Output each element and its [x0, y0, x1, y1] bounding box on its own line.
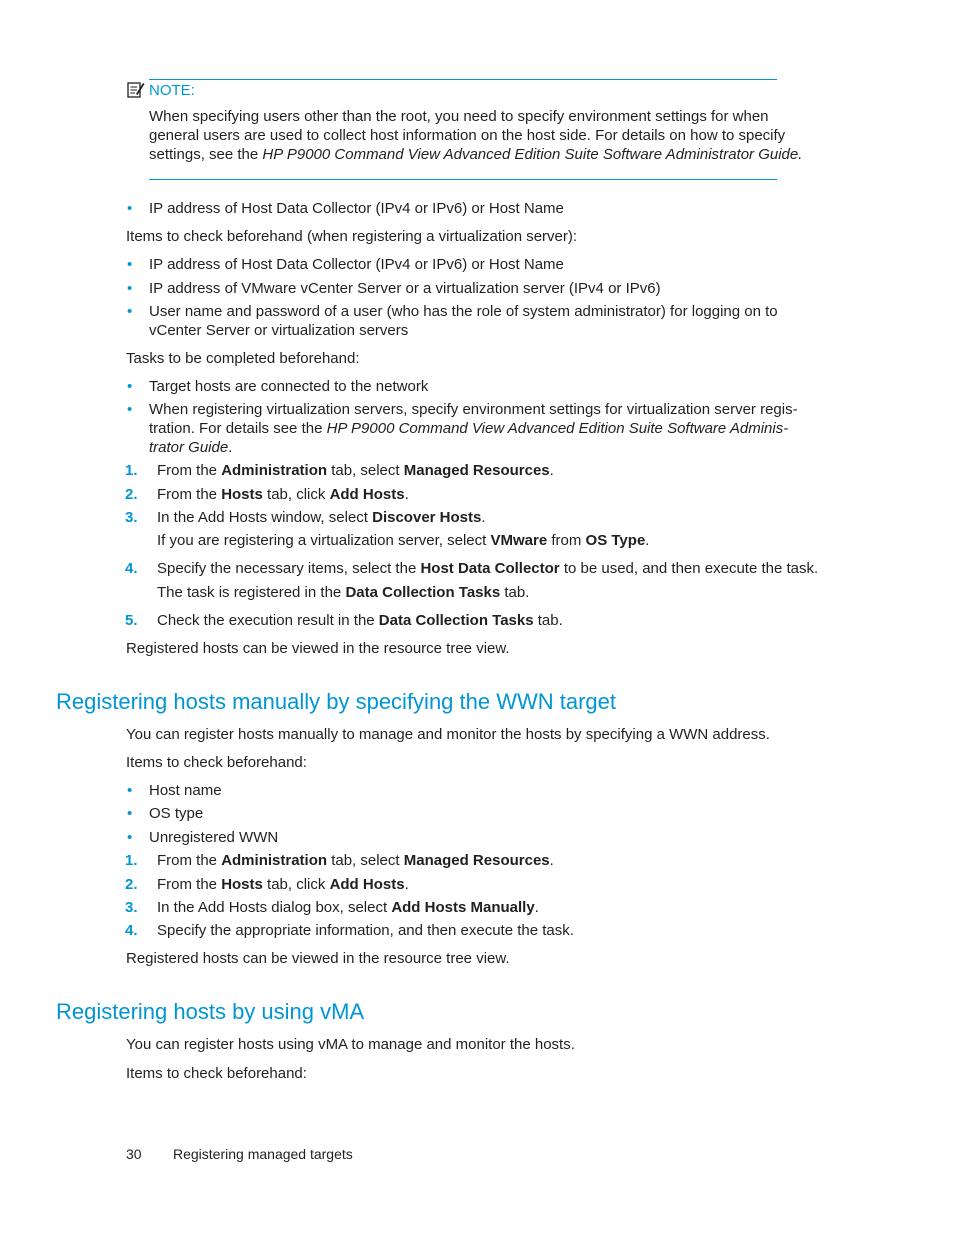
list-item: IP address of Host Data Collector (IPv4 or IPv6) or Host Name — [149, 256, 564, 273]
note-top-rule — [149, 79, 777, 80]
paragraph-virt-items: Items to check beforehand (when registering a virtualization server): — [126, 228, 578, 245]
list-item-continued — [149, 419, 788, 438]
step-4 — [157, 559, 818, 578]
paragraph-vma-intro: You can register hosts using vMA to manage and monitor the hosts. — [126, 1036, 575, 1053]
step-number: 4. — [125, 560, 138, 577]
step-1 — [157, 461, 554, 480]
list-item-continued — [149, 438, 232, 457]
note-guide-title: HP P9000 Command View Advanced Edition Suite Software Administrator Guide. — [262, 146, 803, 163]
step-text: tab, select — [327, 852, 404, 869]
step-number: 1. — [125, 462, 138, 479]
list-item: Host name — [149, 782, 222, 799]
paragraph-items: Items to check beforehand: — [126, 1065, 307, 1082]
step-4-substep — [157, 583, 529, 602]
step-number: 3. — [125, 899, 138, 916]
paragraph-wwn-intro: You can register hosts manually to manage and monitor the hosts by specifying a WWN address. — [126, 726, 770, 743]
note-label: NOTE: — [149, 82, 195, 99]
step-text: to be used, and then execute the task. — [559, 560, 819, 577]
bullet-dot: • — [127, 378, 133, 395]
note-line-2: general users are used to collect host information on the host side. For details on how to specify — [149, 127, 786, 144]
step-number: 2. — [125, 876, 138, 893]
step-number: 3. — [125, 509, 138, 526]
list-item-text: . — [228, 439, 233, 456]
paragraph-registered: Registered hosts can be viewed in the resource tree view. — [126, 640, 510, 657]
bullet-dot: • — [127, 401, 133, 418]
section-heading-wwn: Registering hosts manually by specifying the WWN target — [56, 689, 617, 714]
step-text: From the — [157, 486, 222, 503]
step-text: tab, select — [327, 462, 404, 479]
step-text: . — [549, 852, 554, 869]
step-number: 2. — [125, 486, 138, 503]
ui-term: Data Collection Tasks — [378, 612, 534, 629]
step-text: . — [481, 509, 486, 526]
note-bottom-rule — [149, 179, 777, 180]
list-item: Target hosts are connected to the network — [149, 378, 429, 395]
note-line-1: When specifying users other than the root, you need to specify environment settings for when — [149, 108, 769, 125]
list-item: Unregistered WWN — [149, 829, 279, 846]
paragraph-items: Items to check beforehand: — [126, 754, 307, 771]
step-2 — [157, 485, 409, 504]
step-text: Check the execution result in the — [157, 612, 379, 629]
step-text: . — [534, 899, 539, 916]
ui-term: Administration — [221, 852, 328, 869]
ui-term: Discover Hosts — [372, 509, 482, 526]
step-number: 4. — [125, 922, 138, 939]
step-text: If you are registering a virtualization server, select — [157, 532, 491, 549]
ui-term: Add Hosts Manually — [391, 899, 535, 916]
note-line-3-text: settings, see the — [149, 146, 263, 163]
step-text: tab, click — [262, 876, 330, 893]
ui-term: Managed Resources — [403, 852, 550, 869]
step-text: tab. — [533, 612, 563, 629]
step-text: . — [404, 486, 409, 503]
note-icon — [127, 81, 145, 98]
ui-term: Hosts — [221, 876, 263, 893]
list-item: OS type — [149, 805, 204, 822]
list-item: IP address of Host Data Collector (IPv4 or IPv6) or Host Name — [149, 200, 564, 217]
step-3 — [157, 898, 539, 917]
step-text: The task is registered in the — [157, 584, 346, 601]
list-item-continued: vCenter Server or virtualization servers — [149, 322, 409, 339]
step-3-substep — [157, 531, 649, 550]
paragraph-tasks: Tasks to be completed beforehand: — [126, 350, 360, 367]
ui-term: Host Data Collector — [420, 560, 560, 577]
step-text: In the Add Hosts dialog box, select — [157, 899, 392, 916]
bullet-dot: • — [127, 805, 133, 822]
ui-term: Hosts — [221, 486, 263, 503]
step-text: tab, click — [262, 486, 330, 503]
ui-term: Administration — [221, 462, 328, 479]
footer-section-title: Registering managed targets — [173, 1146, 353, 1162]
note-line-3 — [149, 145, 802, 164]
step-text: from — [547, 532, 586, 549]
ui-term: Add Hosts — [329, 486, 405, 503]
step-1 — [157, 851, 554, 870]
bullet-dot: • — [127, 200, 133, 217]
paragraph-registered: Registered hosts can be viewed in the resource tree view. — [126, 950, 510, 967]
bullet-dot: • — [127, 280, 133, 297]
bullet-dot: • — [127, 782, 133, 799]
step-number: 1. — [125, 852, 138, 869]
bullet-dot: • — [127, 303, 133, 320]
ui-term: Data Collection Tasks — [345, 584, 501, 601]
bullet-dot: • — [127, 829, 133, 846]
step-text: From the — [157, 852, 222, 869]
ui-term: OS Type — [585, 532, 646, 549]
step-5 — [157, 611, 563, 630]
step-text: From the — [157, 876, 222, 893]
ui-term: VMware — [490, 532, 548, 549]
step-text: In the Add Hosts window, select — [157, 509, 373, 526]
step-text: From the — [157, 462, 222, 479]
bullet-dot: • — [127, 256, 133, 273]
step-text: Specify the appropriate information, and then execute the task. — [157, 922, 574, 939]
step-number: 5. — [125, 612, 138, 629]
step-text: tab. — [500, 584, 530, 601]
step-3 — [157, 508, 486, 527]
list-item: When registering virtualization servers, specify environment settings for virtualization server regis- — [149, 401, 798, 418]
footer-page-number: 30 — [126, 1146, 142, 1162]
list-item: User name and password of a user (who has the role of system administrator) for logging on to — [149, 303, 778, 320]
step-text: . — [404, 876, 409, 893]
ui-term: Managed Resources — [403, 462, 550, 479]
guide-title: trator Guide — [149, 439, 229, 456]
list-item-text: tration. For details see the — [149, 420, 327, 437]
ui-term: Add Hosts — [329, 876, 405, 893]
guide-title: HP P9000 Command View Advanced Edition Suite Software Adminis- — [326, 420, 789, 437]
step-4 — [157, 921, 574, 940]
section-heading-vma: Registering hosts by using vMA — [56, 999, 365, 1024]
step-2 — [157, 875, 409, 894]
list-item: IP address of VMware vCenter Server or a virtualization server (IPv4 or IPv6) — [149, 280, 661, 297]
step-text: . — [645, 532, 650, 549]
step-text: . — [549, 462, 554, 479]
step-text: Specify the necessary items, select the — [157, 560, 421, 577]
